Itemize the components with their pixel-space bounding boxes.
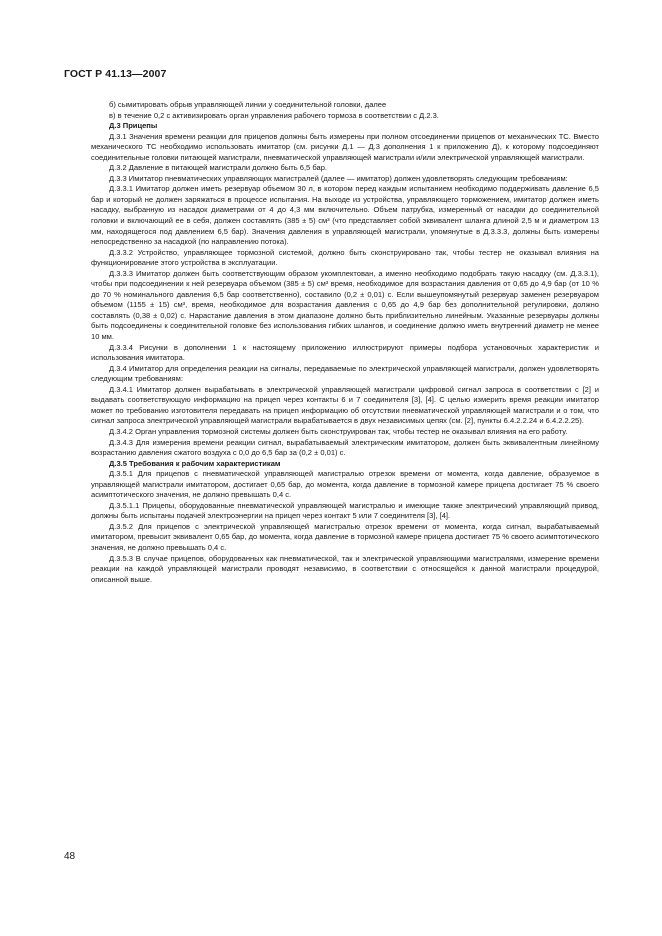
paragraph: б) сымитировать обрыв управляющей линии у соединительной головки, далее: [109, 100, 387, 109]
paragraph: Д.3.4.2 Орган управления тормозной системы должен быть сконструирован так, чтобы тестер не оказывал влияния на его работу.: [109, 426, 568, 436]
section-heading: Д.3.5 Требования к рабочим характеристикам: [109, 458, 281, 468]
paragraph: Д.3.5.2 Для прицепов с электрической управляющей магистралью отрезок времени от момента, когда сигнал, вырабатываемый имитатором, превысит эквивалент 0,65 бар, до момента, когда давление в тормозной камере прицепа достигает 75 % своего асимптотического значения, не должно превышать 0,4 с.: [91, 521, 599, 552]
paragraph: Д.3.3.4 Рисунки в дополнении 1 к настоящему приложению иллюстрируют примеры подбора установочных характеристик и использования имитатора.: [91, 342, 599, 363]
paragraph: Д.3.5.3 В случае прицепов, оборудованных как пневматической, так и электрической управляющими магистралями, измерение времени реакции на каждой управляющей магистрали проводят независимо, в соответствии с относящейся к данной магистрали процедурой, описанной выше.: [91, 553, 599, 584]
paragraph: Д.3.5.1 Для прицепов с пневматической управляющей магистралью отрезок времени от момента, когда давление, образуемое в управляющей магистрали имитатором, достигает 0,65 бар, до момента, когда давление в тормозной камере прицепа достигает 75 % своего асимптотического значения, не должно превышать 0,4 с.: [91, 469, 599, 500]
paragraph: Д.3.4.3 Для измерения времени реакции сигнал, вырабатываемый электрическим имитатором, должен быть эквивалентным линейному возрастанию давления сжатого воздуха с 0,0 до 6,5 бар за (0,2 ± 0,01) с.: [91, 437, 599, 458]
paragraph: Д.3.3.1 Имитатор должен иметь резервуар объемом 30 л, в котором перед каждым испытанием необходимо поддерживать давление 6,5 бар и который не должен заряжаться в процессе испытания. На выходе из устройства, управляющего торможением, имитатор должен иметь насадку, выбранную из насадок диаметрами от 4 до 4,3 мм включительно. Объем патрубка, измеренный от насадки до соединительной головки и включающий ее в себя, должен составлять (385 ± 5) см³ (что представляет собой эквивалент шланга длиной 2,5 м и диаметром 13 мм, находящегося под давлением 6,5 бар). Значения давления в управляющей магистрали, упомянутые в Д.3.3.3, должны быть измерены непосредственно за насадкой (по направлению потока).: [91, 184, 599, 247]
paragraph: в) в течение 0,2 с активизировать орган управления рабочего тормоза в соответствии с Д.2.3.: [109, 110, 439, 120]
page-number: 48: [64, 851, 76, 862]
document-header: ГОСТ Р 41.13—2007: [64, 68, 167, 80]
document-body: [91, 100, 599, 585]
paragraph: Д.3.3.3 Имитатор должен быть соответствующим образом укомплектован, а именно необходимо подобрать такую насадку (см. Д.3.3.1), чтобы при подсоединении к ней резервуара объемом (385 ± 5) см³ время, необходимое для возрастания давления от 0,65 до 4,9 бар (от 10 % до 70 % номинального давления 6,5 бар соответственно), составило (0,2 ± 0,01) с. Если вышеупомянутый резервуар заменен резервуаром объемом (1155 ± 15) см³, время, необходимое для возрастания давления с 0,65 до 4,9 бар без дополнительной регулировки, должно составлять (0,38 ± 0,02) с. Нарастание давления в этом диапазоне должно быть приблизительно линейным. Указанные резервуары должны быть подсоединены к соединительной головке без использования гибких шлангов, и соединение должно иметь внутренний диаметр не менее 10 мм.: [91, 268, 599, 342]
paragraph: Д.3.4.1 Имитатор должен вырабатывать в электрической управляющей магистрали цифровой сигнал запроса в соответствии с [2] и выдавать соответствующую информацию на прицеп через контакты 6 и 7 соединителя [3], [4]. С целью измерить время реакции имитатор может по требованию изготовителя передавать на прицеп информацию об отсутствии пневматической управляющей магистрали и о том, что сигнал запроса электрической управляющей магистрали вырабатывается в двух независимых цепях (см. [2], пункты 6.4.2.2.24 и 6.4.2.2.25).: [91, 384, 599, 426]
paragraph: Д.3.2 Давление в питающей магистрали должно быть 6,5 бар.: [109, 163, 327, 173]
paragraph: Д.3.3 Имитатор пневматических управляющих магистралей (далее — имитатор) должен удовлетворять следующим требованиям:: [109, 173, 568, 183]
section-heading: Д.3 Прицепы: [109, 121, 158, 131]
paragraph: Д.3.4 Имитатор для определения реакции на сигналы, передаваемые по электрической управляющей магистрали, должен удовлетворять следующим требованиям:: [91, 363, 599, 384]
paragraph: Д.3.1 Значения времени реакции для прицепов должны быть измерены при полном отсоединении прицепов от механических ТС. Вместо механического ТС необходимо использовать имитатор (см. рисунки Д.1 — Д.3 дополнения 1 к приложению Д), к которому подсоединяют соединительные головки питающей магистрали, пневматической управляющей магистрали и/или электрической управляющей магистрали.: [91, 131, 599, 162]
paragraph: Д.3.5.1.1 Прицепы, оборудованные пневматической управляющей магистралью и имеющие также электрический управляющий привод, должны быть испытаны подачей электроэнергии на прицеп через контакт 5 или 7 соединителя [3], [4].: [91, 500, 599, 521]
paragraph: Д.3.3.2 Устройство, управляющее тормозной системой, должно быть сконструировано так, чтобы тестер не оказывал влияния на функционирование этого устройства в эксплуатации.: [91, 247, 599, 268]
